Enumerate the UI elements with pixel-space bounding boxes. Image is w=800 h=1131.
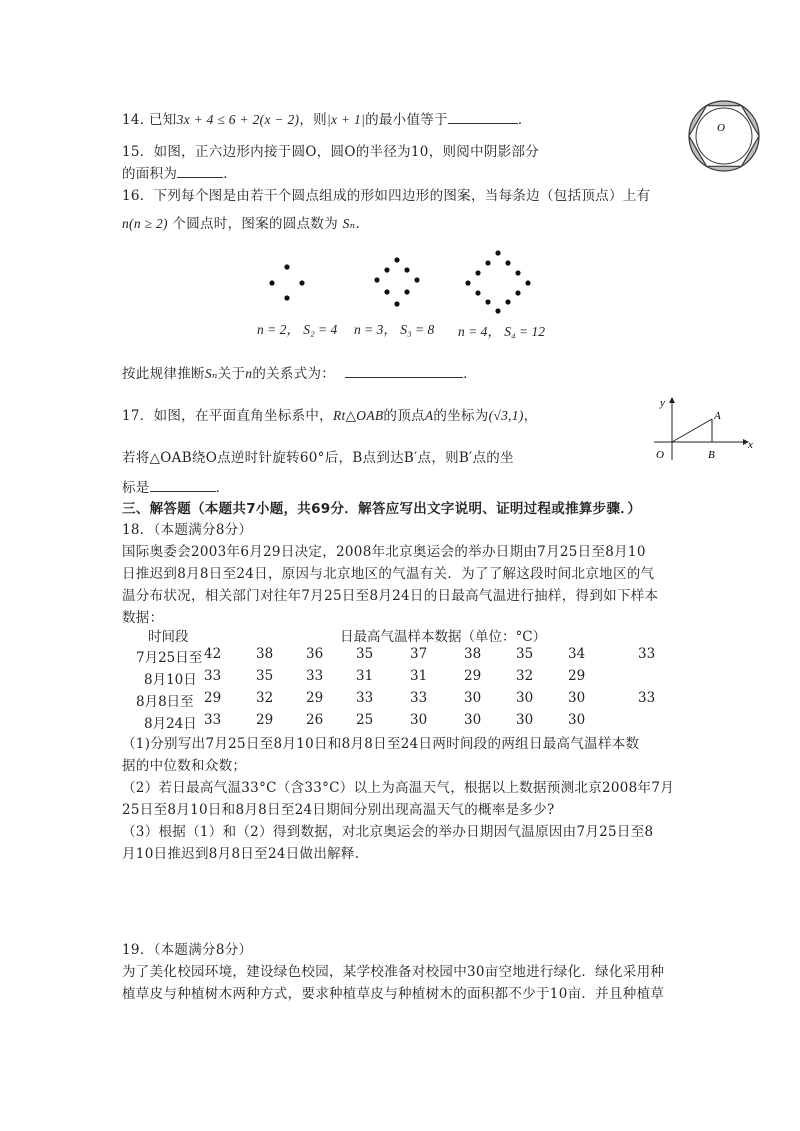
q17-answer-blank[interactable] [150,491,216,492]
table-cell: 31 [356,668,374,684]
q17-line2: 若将△OAB绕O点逆时针旋转60°后，B点到达B′点，则B′点的坐 [122,450,514,466]
section3-heading: 三、解答题（本题共7小题，共69分．解答应写出文字说明、证明过程或推算步骤．） [122,501,642,517]
q16-sn: Sₙ [342,216,356,231]
table-header-temperature: 日最高气温样本数据（单位：°C） [340,629,547,645]
table-cell: 25 [356,712,374,728]
q18-para-4: 数据： [122,610,164,626]
q15-answer-blank[interactable] [177,177,223,178]
q17-text-e: 的坐标为 [433,408,489,424]
table-cell: 30 [464,712,482,728]
q16-n-condition: n(n ≥ 2) [122,216,168,231]
q18-para-2: 日推迟到8月8日至24日，原因与北京地区的气温有关．为了了解这段时间北京地区的气 [122,566,655,582]
pattern-n3 [374,257,419,306]
table-row-label: 8月10日 [144,672,197,688]
table-cell: 30 [516,712,534,728]
table-cell: 30 [410,712,428,728]
inner-circle [696,108,752,164]
table-cell: 29 [464,668,482,684]
table-cell: 33 [410,690,428,706]
table-cell: 31 [410,668,428,684]
q17-triangle: Rt△OAB [332,408,384,423]
caption-n4: n = 4， S₄ = 12 [458,324,546,339]
q18-sub2-a: （2）若日最高气温33°C（含33°C）以上为高温天气，根据以上数据预测北京2008年7月 [122,780,675,796]
q15-line1: 15．如图，正六边形内接于圆O，圆O的半径为10，则阅中阴影部分 [122,144,540,160]
q16-rule-line: 按此规律推断Sₙ关于n的关系式为： ． [122,366,477,382]
q16-rule-text-a: 按此规律推断 [122,366,205,382]
q18-heading: 18．（本题满分8分） [122,522,253,538]
table-cell: 38 [256,646,274,662]
q14-number: 14. [122,112,145,128]
origin-label: O [656,449,664,461]
q16-line2-text: 个圆点时，图案的圆点数为 [172,216,339,232]
q16-line2: n(n ≥ 2) 个圆点时，图案的圆点数为 Sₙ． [122,216,370,232]
table-cell: 33 [306,668,324,684]
q14-answer-blank[interactable] [448,123,518,124]
dot-patterns-figure [250,250,550,320]
table-cell: 26 [306,712,324,728]
center-label-o: O [717,122,725,134]
table-cell: 37 [410,646,428,662]
table-cell: 32 [516,668,534,684]
q17-coordinates: (√3,1) [488,408,524,423]
q14-abs: |x + 1| [326,112,366,127]
q14-line: 14. 已知3x + 4 ≤ 6 + 2(x − 2)，则|x + 1|的最小值等于 ． [122,112,532,128]
q14-post: 的最小值等于 [365,112,448,128]
table-cell: 33 [204,712,222,728]
q14-pre: 已知 [148,112,177,128]
table-cell: 29 [204,690,222,706]
q16-answer-blank[interactable] [345,377,463,378]
q16-rule-text-c: 关于 [217,366,246,382]
q18-sub3-a: （3）根据（1）和（2）得到数据，对北京奥运会的举办日期因气温原因由7月25日至8 [122,824,654,840]
q18-sub1-a: （1)分别写出7月25日至8月10日和8月8日至24日两时间段的两组日最高气温样本数 [122,736,640,752]
segment-oa [672,419,712,442]
q16-rule-n: n [245,366,253,381]
q19-heading: 19．（本题满分8分） [122,942,253,958]
q18-sub3-b: 月10日推迟到8月8日至24日做出解释. [122,846,360,862]
q15-line2-text: 的面积为 [122,166,178,182]
q17-text-c: 的顶点 [383,408,425,424]
q18-para-3: 温分布状况，相关部门对往年7月25日至8月24日的日最高气温进行抽样，得到如下样本 [122,588,659,604]
q16-rule-sn: Sₙ [204,366,218,381]
table-cell: 38 [464,646,482,662]
q16-line1: 16．下列每个图是由若干个圆点组成的形如四边形的图案，当每条边（包括顶点）上有 [122,188,651,204]
point-b-label: B [708,449,715,461]
q18-sub2-b: 25日至8月10日和8月8日至24日期间分别出现高温天气的概率是多少? [122,802,555,818]
table-cell: 33 [638,690,656,706]
coordinate-figure [648,392,758,464]
q17-line3: 标是 ． [122,480,230,496]
table-cell: 35 [356,646,374,662]
table-cell: 33 [356,690,374,706]
table-cell: 29 [256,712,274,728]
caption-n2: n = 2， S₂ = 4 [257,322,338,337]
q17-line1: 17．如图，在平面直角坐标系中，Rt△OAB的顶点A的坐标为(√3,1)， [122,408,538,424]
pattern-n4 [465,250,530,313]
table-cell: 35 [516,646,534,662]
point-a-label: A [714,410,721,422]
q18-para-1: 国际奥委会2003年6月29日决定，2008年北京奥运会的举办日期由7月25日至8月10 [122,544,646,560]
table-row-label: 8月24日 [144,716,197,732]
table-cell: 29 [306,690,324,706]
table-cell: 30 [516,690,534,706]
table-cell: 30 [568,690,586,706]
table-cell: 35 [256,668,274,684]
table-row-label: 7月25日至 [136,650,203,666]
q17-text-a: 17．如图，在平面直角坐标系中， [122,408,333,424]
x-axis-label: x [748,439,753,451]
table-cell: 34 [568,646,586,662]
q14-inequality: 3x + 4 ≤ 6 + 2(x − 2) [176,112,300,127]
q19-para-1: 为了美化校园环境，建设绿色校园，某学校准备对校园中30亩空地进行绿化．绿化采用种 [122,964,665,980]
pattern-n2 [269,264,304,300]
q16-rule-text-e: 的关系式为： [252,366,336,382]
table-cell: 32 [256,690,274,706]
hexagon-circle-figure [684,96,764,176]
caption-n3: n = 3， S₃ = 8 [354,322,435,337]
table-cell: 36 [306,646,324,662]
table-header-period: 时间段 [148,629,189,645]
y-axis-label: y [660,397,665,409]
table-cell: 30 [464,690,482,706]
q17-line3-text: 标是 [122,480,150,496]
table-cell: 29 [568,668,586,684]
q19-para-2: 植草皮与种植树木两种方式，要求种植草皮与种植树木的面积都不少于10亩．并且种植草 [122,986,665,1002]
table-row-label: 8月8日至 [136,694,194,710]
table-cell: 33 [638,646,656,662]
q15-line2: 的面积为 ． [122,166,238,182]
q18-sub1-b: 据的中位数和众数； [122,758,247,774]
q14-mid: ，则 [299,112,327,128]
q17-point-a: A [424,408,434,423]
table-cell: 33 [204,668,222,684]
table-cell: 30 [568,712,586,728]
table-cell: 42 [204,646,222,662]
